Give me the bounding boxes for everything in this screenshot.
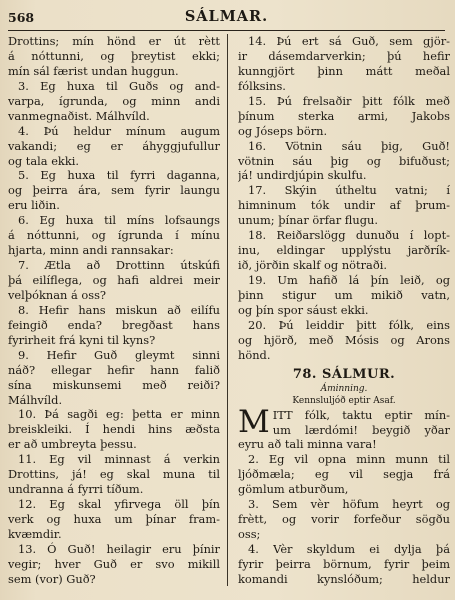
text-line: 8. Hefir hans miskun að eilífu (18, 302, 220, 317)
text-line: himninum tók undir af þrum- (238, 198, 450, 213)
text-line: 3. Sem vèr höfum heyrt og (248, 497, 450, 512)
text-line: 16. Vötnin sáu þig, Guð! (248, 138, 450, 153)
text-line: þá eilíflega, og hafi aldrei meir (8, 273, 220, 287)
text-line: þinn stigur um mikið vatn, (238, 287, 450, 302)
text-line: komandi kynslóðum; heldur (238, 571, 450, 586)
text-line: 5. Eg huxa til fyrri daganna, (18, 168, 220, 183)
text-line: ljóðmæla; eg vil segja frá (238, 467, 450, 482)
text-line: og tala ekki. (8, 153, 80, 168)
text-line: sína miskunsemi með reiði? (8, 377, 220, 392)
text-line: og hjörð, með Mósis og Arons (238, 332, 450, 347)
text-line: undranna á fyrri tíðum. (8, 482, 144, 497)
text-line: 14. Þú ert sá Guð, sem gjör- (248, 34, 450, 48)
text-line: mín sál færist undan huggun. (8, 63, 179, 78)
text-line: sem (vor) Guð? (8, 571, 96, 586)
running-head: SÁLMAR. (184, 8, 269, 25)
text-line: náð? ellegar hefir hann falið (8, 362, 220, 377)
text-line: vakandi; eg er áhyggjufullur (8, 138, 220, 153)
text-line: 9. Hefir Guð gleymt sinni (18, 347, 220, 362)
text-line: 4. Þú heldur mínum augum (18, 123, 220, 138)
text-line: vötnin sáu þig og bifuðust; (238, 153, 450, 168)
text-line: unum; þínar örfar flugu. (238, 213, 378, 228)
text-line: breiskleiki. Í hendi hins æðsta (8, 422, 220, 437)
psalm-78-text (238, 437, 450, 586)
text-line: þínum sterka armi, Jakobs (238, 108, 450, 123)
text-line: fólksins. (238, 78, 286, 93)
text-line: hönd. (238, 347, 271, 362)
text-line: 2. Eg vil opna minn munn til (248, 452, 450, 467)
text-line: Drottins, já! eg skal muna til (8, 467, 220, 482)
text-line: og Jóseps börn. (238, 123, 328, 138)
text-line: feingið enda? bregðast hans (8, 317, 220, 332)
text-line: 17. Skýin útheltu vatni; í (248, 183, 450, 198)
text-line: velþóknan á oss? (8, 287, 107, 302)
text-line: um lærdómi! beygið yðar (272, 422, 450, 437)
page-number: 568 (8, 10, 35, 25)
text-line: 3. Eg huxa til Guðs og and- (18, 78, 220, 93)
text-line: fyrirheit frá kyni til kyns? (8, 332, 156, 347)
column-divider (227, 34, 228, 586)
text-line: á nóttunni, og þreytist ekki; (8, 48, 220, 63)
text-line: 10. Þá sagði eg: þetta er minn (18, 407, 220, 422)
drop-cap: M (238, 403, 270, 440)
text-line: varpa, ígrunda, og minn andi (8, 93, 220, 108)
left-column (8, 34, 220, 587)
drop-cap-lines (238, 403, 450, 440)
text-line: 13. Ó Guð! heilagir eru þínir (18, 541, 220, 556)
text-line: inu, eldingar upplýstu jarðrík- (238, 243, 450, 258)
text-line: er að umbreyta þessu. (8, 437, 137, 452)
text-line: ið, jörðin skalf og nötraði. (238, 258, 387, 273)
text-line: Málhvíld. (8, 392, 63, 407)
psalm-78-title: 78. SÁLMUR. (292, 366, 396, 382)
text-line: 11. Eg vil minnast á verkin (18, 452, 220, 467)
text-line: eyru að tali minna vara! (238, 437, 377, 452)
text-line: já! undirdjúpin skulfu. (238, 168, 367, 183)
text-line: gömlum atburðum, (238, 482, 349, 497)
header-rule (8, 30, 445, 31)
text-line: kunngjört þinn mátt meðal (238, 63, 450, 78)
text-line: vegir; hver Guð er svo mikill (8, 556, 220, 571)
text-line: á nóttunni, og ígrunda í mínu (8, 228, 220, 243)
text-line: verk og huxa um þínar fram- (8, 512, 220, 526)
text-line: fyrir þeirra börnum, fyrir þeim (238, 556, 450, 571)
text-line: og þín spor sáust ekki. (238, 302, 369, 317)
text-line: frètt, og vorir forfeður sögðu (238, 512, 450, 527)
page-header (8, 8, 445, 28)
text-line: 7. Ætla að Drottinn útskúfi (18, 258, 220, 273)
psalm-78-melody: Kennsluljóð eptir Asaf. (292, 395, 396, 406)
text-line: 6. Eg huxa til míns lofsaungs (18, 213, 220, 228)
text-line: eru liðin. (8, 198, 60, 213)
text-line: ir dásemdarverkin; þú hefir (238, 48, 450, 63)
text-line: 15. Þú frelsaðir þitt fólk með (248, 93, 450, 108)
psalm-78-opening (238, 403, 450, 440)
text-line: vanmegnaðist. Málhvíld. (8, 108, 150, 123)
text-line: 12. Eg skal yfirvega öll þín (18, 497, 220, 512)
text-line: ITT fólk, taktu eptir mín- (272, 407, 450, 422)
text-line: 20. Þú leiddir þitt fólk, eins (248, 317, 450, 332)
right-column (238, 34, 450, 587)
text-line: oss; (238, 527, 261, 542)
text-line: 4. Vèr skyldum ei dylja þá (248, 542, 450, 557)
text-line: 18. Reiðarslögg dunuðu í lopt- (248, 228, 450, 243)
text-line: Drottins; mín hönd er út rètt (8, 34, 220, 48)
text-line: 19. Um hafið lá þín leið, og (248, 273, 450, 287)
psalm-77-continuation (238, 34, 450, 363)
text-line: kvæmdir. (8, 526, 62, 541)
psalm-78-caption: Áminning. (320, 383, 368, 394)
text-line: hjarta, minn andi rannsakar: (8, 243, 174, 258)
text-line: og þeirra ára, sem fyrir laungu (8, 183, 220, 198)
